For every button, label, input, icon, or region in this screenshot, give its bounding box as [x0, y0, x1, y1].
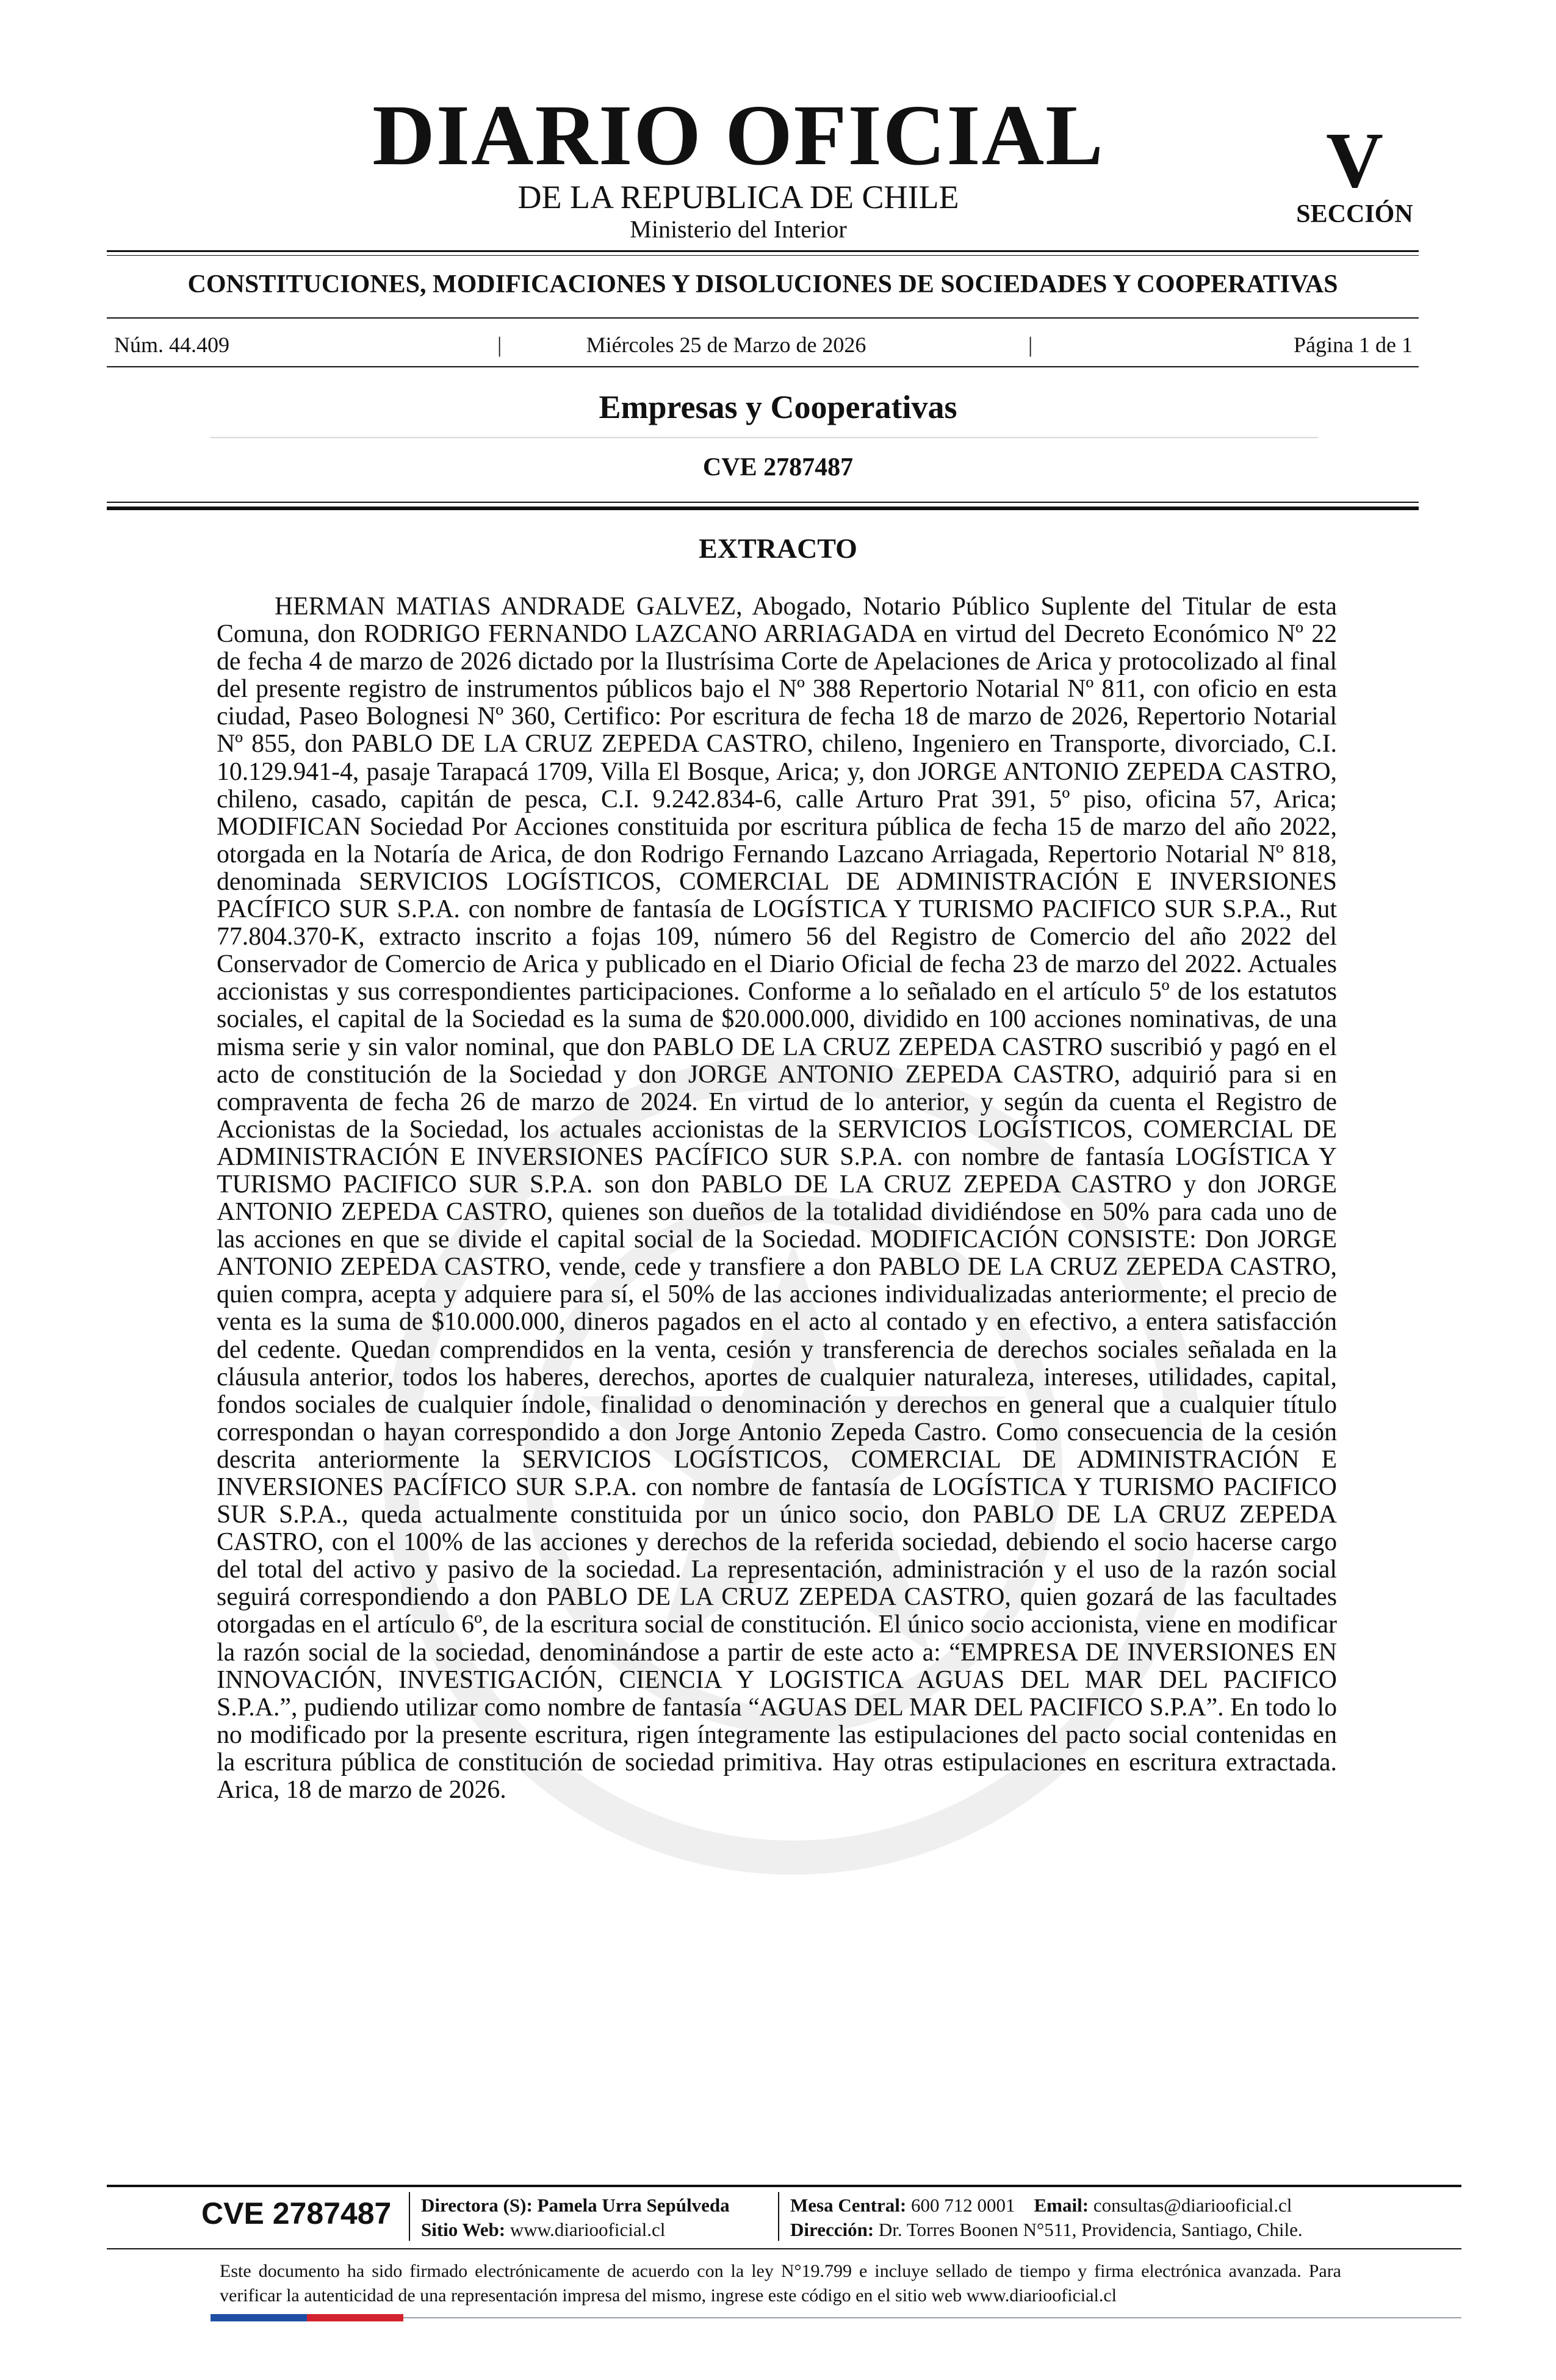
page-indicator: Página 1 de 1 — [1294, 333, 1413, 357]
masthead-divider-thin — [107, 255, 1419, 256]
footer-email-label: Email: — [1034, 2194, 1089, 2216]
footer-website-link[interactable]: www.diariooficial.cl — [510, 2219, 666, 2240]
masthead-ministry: Ministerio del Interior — [630, 215, 847, 243]
footer-contact-right — [790, 2193, 1303, 2242]
issue-date: Miércoles 25 de Marzo de 2026 — [586, 333, 866, 357]
footer-end-line — [403, 2317, 1461, 2318]
masthead-title: DIARIO OFICIAL — [372, 87, 1104, 183]
masthead-subtitle: DE LA REPUBLICA DE CHILE — [517, 179, 959, 215]
section-label: SECCIÓN — [1296, 200, 1413, 228]
header-bottom-rule-thin — [107, 502, 1419, 503]
footer-address-label: Dirección: — [790, 2219, 874, 2240]
chile-flag-stripe — [211, 2314, 403, 2321]
section-title-rule — [211, 437, 1318, 438]
header-bottom-rule-thick — [107, 507, 1419, 510]
category-divider — [107, 317, 1419, 319]
footer-address: Dr. Torres Boonen N°511, Providencia, Santiago, Chile. — [878, 2219, 1303, 2240]
flag-blue-segment — [211, 2314, 307, 2321]
document-heading: EXTRACTO — [699, 533, 857, 564]
footer-separator — [409, 2192, 410, 2241]
extract-body: HERMAN MATIAS ANDRADE GALVEZ, Abogado, Notario Público Suplente del Titular de esta Comuna, don RODRIGO FERNANDO LAZCANO ARRIAGADA en virtud del Decreto Económico Nº 22 de fecha 4 de marzo de 2026 dictado por la Ilustrísima Corte de Apelaciones de Arica y protocolizado al final del presente registro de instrumentos públicos bajo el Nº 388 Repertorio Notarial Nº 811, con oficio en esta ciudad, Paseo Bolognesi Nº 360, Certifico: Por escritura de fecha 18 de marzo de 2026, Repertorio Notarial Nº 855, don PABLO DE LA CRUZ ZEPEDA CASTRO, chileno, Ingeniero en Transporte, divorciado, C.I. 10.129.941-4, pasaje Tarapacá 1709, Villa El Bosque, Arica; y, don JORGE ANTONIO ZEPEDA CASTRO, chileno, casado, capitán de pesca, C.I. 9.242.834-6, calle Arturo Prat 391, 5º piso, oficina 57, Arica; MODIFICAN Sociedad Por Acciones constituida por escritura pública de fecha 15 de marzo del año 2022, otorgada en la Notaría de Arica, de don Rodrigo Fernando Lazcano Arriagada, Repertorio Notarial Nº 818, denominada SERVICIOS LOGÍSTICOS, COMERCIAL DE ADMINISTRACIÓN E INVERSIONES PACÍFICO SUR S.P.A. con nombre de fantasía de LOGÍSTICA Y TURISMO PACIFICO SUR S.P.A., Rut 77.804.370-K, extracto inscrito a fojas 109, número 56 del Registro de Comercio del año 2022 del Conservador de Comercio de Arica y publicado en el Diario Oficial de fecha 23 de marzo del 2022. Actuales accionistas y sus correspondientes participaciones. Conforme a lo señalado en el artículo 5º de los estatutos sociales, el capital de la Sociedad es la suma de $20.000.000, dividido en 100 acciones nominativas, de una misma serie y sin valor nominal, que don PABLO DE LA CRUZ ZEPEDA CASTRO suscribió y pagó en el acto de constitución de la Sociedad y don JORGE ANTONIO ZEPEDA CASTRO, adquirió para si en compraventa de fecha 26 de marzo de 2024. En virtud de lo anterior, y según da cuenta el Registro de Accionistas de la Sociedad, los actuales accionistas de la SERVICIOS LOGÍSTICOS, COMERCIAL DE ADMINISTRACIÓN E INVERSIONES PACÍFICO SUR S.P.A. con nombre de fantasía LOGÍSTICA Y TURISMO PACIFICO SUR S.P.A. son don PABLO DE LA CRUZ ZEPEDA CASTRO y don JORGE ANTONIO ZEPEDA CASTRO, quienes son dueños de la totalidad dividiéndose en 50% para cada uno de las acciones en que se divide el capital social de la Sociedad. MODIFICACIÓN CONSISTE: Don JORGE ANTONIO ZEPEDA CASTRO, vende, cede y transfiere a don PABLO DE LA CRUZ ZEPEDA CASTRO, quien compra, acepta y adquiere para sí, el 50% de las acciones individualizadas anteriormente; el precio de venta es la suma de $10.000.000, dineros pagados en el acto al contado y en efectivo, a entera satisfacción del cedente. Quedan comprendidos en la venta, cesión y transferencia de derechos sociales señalada en la cláusula anterior, todos los haberes, derechos, aportes de cualquier naturaleza, intereses, utilidades, capital, fondos sociales de cualquier índole, finalidad o denominación y derechos en general que a cualquier título correspondan o hayan correspondido a don Jorge Antonio Zepeda Castro. Como consecuencia de la cesión descrita anteriormente la SERVICIOS LOGÍSTICOS, COMERCIAL DE ADMINISTRACIÓN E INVERSIONES PACÍFICO SUR S.P.A. con nombre de fantasía de LOGÍSTICA Y TURISMO PACIFICO SUR S.P.A., queda actualmente constituida por un único socio, don PABLO DE LA CRUZ ZEPEDA CASTRO, con el 100% de las acciones y derechos de la referida sociedad, debiendo el socio hacerse cargo del total del activo y pasivo de la sociedad. La representación, administración y el uso de la razón social seguirá correspondiendo a don PABLO DE LA CRUZ ZEPEDA CASTRO, quien gozará de las facultades otorgadas en el artículo 6º, de la escritura social de constitución. El único socio accionista, viene en modificar la razón social de la sociedad, denominándose a partir de este acto a: “EMPRESA DE INVERSIONES EN INNOVACIÓN, INVESTIGACIÓN, CIENCIA Y LOGISTICA AGUAS DEL MAR DEL PACIFICO S.P.A.”, pudiendo utilizar como nombre de fantasía “AGUAS DEL MAR DEL PACIFICO S.P.A”. En todo lo no modificado por la presente escritura, rigen íntegramente las estipulaciones del pacto social contenidas en la escritura pública de constitución de sociedad primitiva. Hay otras estipulaciones en escritura extractada. Arica, 18 de marzo de 2026. — [217, 593, 1337, 1805]
footer-director: Directora (S): Pamela Urra Sepúlveda — [421, 2194, 730, 2216]
footer-cve-code: CVE 2787487 — [201, 2196, 392, 2230]
cve-code: CVE 2787487 — [702, 453, 854, 481]
meta-separator: | — [1028, 333, 1033, 357]
footer-legal-notice: Este documento ha sido firmado electrónicamente de acuerdo con la ley N°19.799 e incluye sellado de tiempo y firma electrónica avanzada. Para verificar la autenticidad de una representación impresa del mismo, ingrese este código en el sitio web www.diariooficial.cl — [220, 2261, 1341, 2306]
issue-meta-row — [107, 333, 1419, 357]
footer-phone: 600 712 0001 — [911, 2194, 1015, 2216]
footer-bottom-rule — [107, 2248, 1461, 2249]
footer-phone-label: Mesa Central: — [790, 2194, 907, 2216]
flag-red-segment — [307, 2314, 403, 2321]
section-title: Empresas y Cooperativas — [599, 389, 957, 425]
meta-separator: | — [497, 333, 502, 357]
footer-separator — [778, 2192, 779, 2241]
footer-top-rule — [107, 2185, 1461, 2187]
footer-email-link[interactable]: consultas@diariooficial.cl — [1093, 2194, 1292, 2216]
issue-number: Núm. 44.409 — [114, 333, 229, 357]
footer-contact-left — [421, 2193, 730, 2242]
footer-website-label: Sitio Web: — [421, 2219, 506, 2240]
category-heading: CONSTITUCIONES, MODIFICACIONES Y DISOLUCIONES DE SOCIEDADES Y COOPERATIVAS — [187, 270, 1338, 298]
masthead-divider — [107, 250, 1419, 252]
meta-divider — [107, 366, 1419, 367]
section-letter: V — [1326, 117, 1383, 204]
